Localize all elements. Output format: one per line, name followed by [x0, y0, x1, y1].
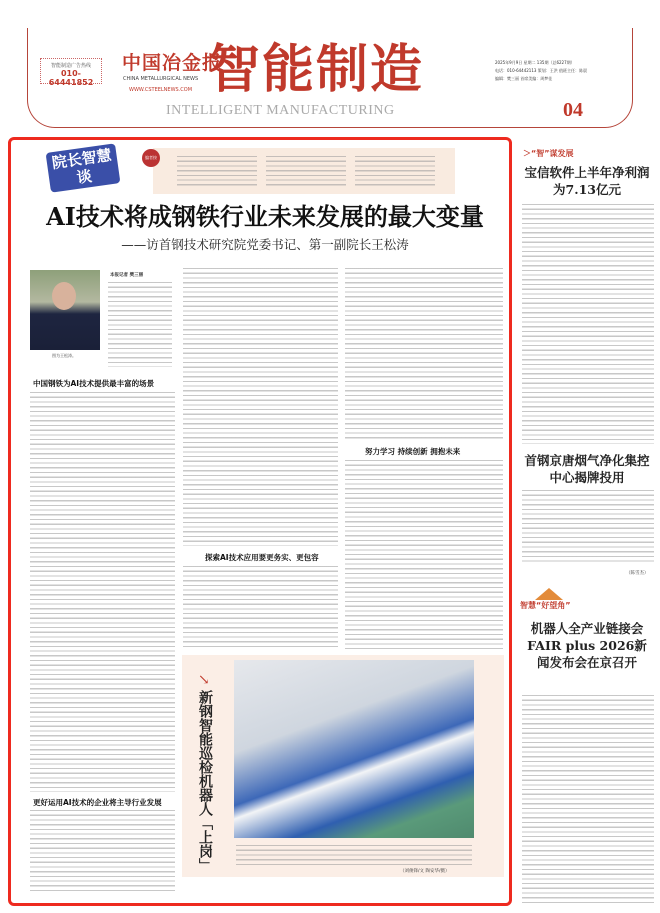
portrait-face	[52, 282, 76, 310]
body-text	[345, 268, 503, 440]
column-badge: 院长智慧谈	[46, 143, 121, 192]
story-1-headline[interactable]: 宝信软件上半年净利润为7.13亿元	[524, 165, 650, 197]
photo-credit: （刘俊锋/文 陶安华/摄）	[400, 869, 450, 874]
section-title: 智能制造	[208, 39, 425, 100]
editor-line: 编辑：樊三丽 首席美编：周梦佳	[495, 76, 553, 81]
portrait-caption: 图为王松涛。	[52, 353, 76, 358]
ad-hotline	[40, 58, 102, 87]
mountain-icon	[535, 588, 563, 600]
body-text	[522, 695, 654, 905]
issue-meta	[495, 59, 625, 83]
headline[interactable]: AI技术将成钢铁行业未来发展的最大变量	[46, 202, 484, 231]
subhead-2: 努力学习 持续创新 拥抱未来	[365, 447, 461, 456]
subhead-4: 更好运用AI技术的企业将主导行业发展	[33, 798, 162, 807]
body-text	[183, 566, 338, 650]
body-text	[522, 204, 654, 444]
editor-note	[153, 148, 455, 194]
paper-logo: 中国冶金报	[122, 52, 223, 74]
story-2-credit: （陈雪杰）	[626, 571, 649, 576]
photo-caption-text	[236, 845, 472, 865]
inspection-robot-photo	[234, 660, 474, 838]
story-3-headline[interactable]: 机器人全产业链接会FAIR plus 2026新闻发布会在京召开	[527, 621, 647, 670]
body-text	[183, 268, 338, 546]
body-text	[522, 490, 654, 565]
body-text	[345, 460, 503, 650]
section-en: INTELLIGENT MANUFACTURING	[166, 103, 395, 118]
paper-url[interactable]: WWW.CSTEELNEWS.COM	[129, 87, 193, 93]
photo-story-title[interactable]: 新钢智能巡检机器人「上岗」	[197, 690, 213, 872]
arrow-icon: ↘	[198, 672, 210, 688]
page-number: 04	[563, 99, 583, 121]
ad-label: 智能制造广告热线	[50, 63, 91, 69]
subheadline: ——访首钢技术研究院党委书记、第一副院长王松涛	[121, 237, 409, 252]
ad-phone: 010-64441852	[48, 69, 94, 87]
paper-en: CHINA METALLURGICAL NEWS	[123, 76, 199, 82]
body-text	[108, 282, 172, 367]
story-2-headline[interactable]: 首钢京唐烟气净化集控中心揭牌投用	[524, 453, 650, 485]
subhead-3: 探索AI技术应用要更务实、更包容	[205, 553, 319, 562]
body-text	[30, 810, 175, 894]
section-label-2: 智慧“好望角”	[520, 601, 571, 610]
contact-line: 电话：010-64442113 策划：王洪 值班主任：陈晨	[495, 68, 587, 73]
date-line: 2025年9月9日 星期二 135期（总6227期）	[495, 60, 575, 65]
editor-note-seal: 编者按	[142, 149, 160, 167]
section-label-1: ＞“智”谋发展	[523, 149, 574, 158]
body-text	[30, 392, 175, 792]
subhead-1: 中国钢铁为AI技术提供最丰富的场景	[33, 379, 155, 388]
byline: 本报记者 樊三丽	[110, 273, 144, 278]
